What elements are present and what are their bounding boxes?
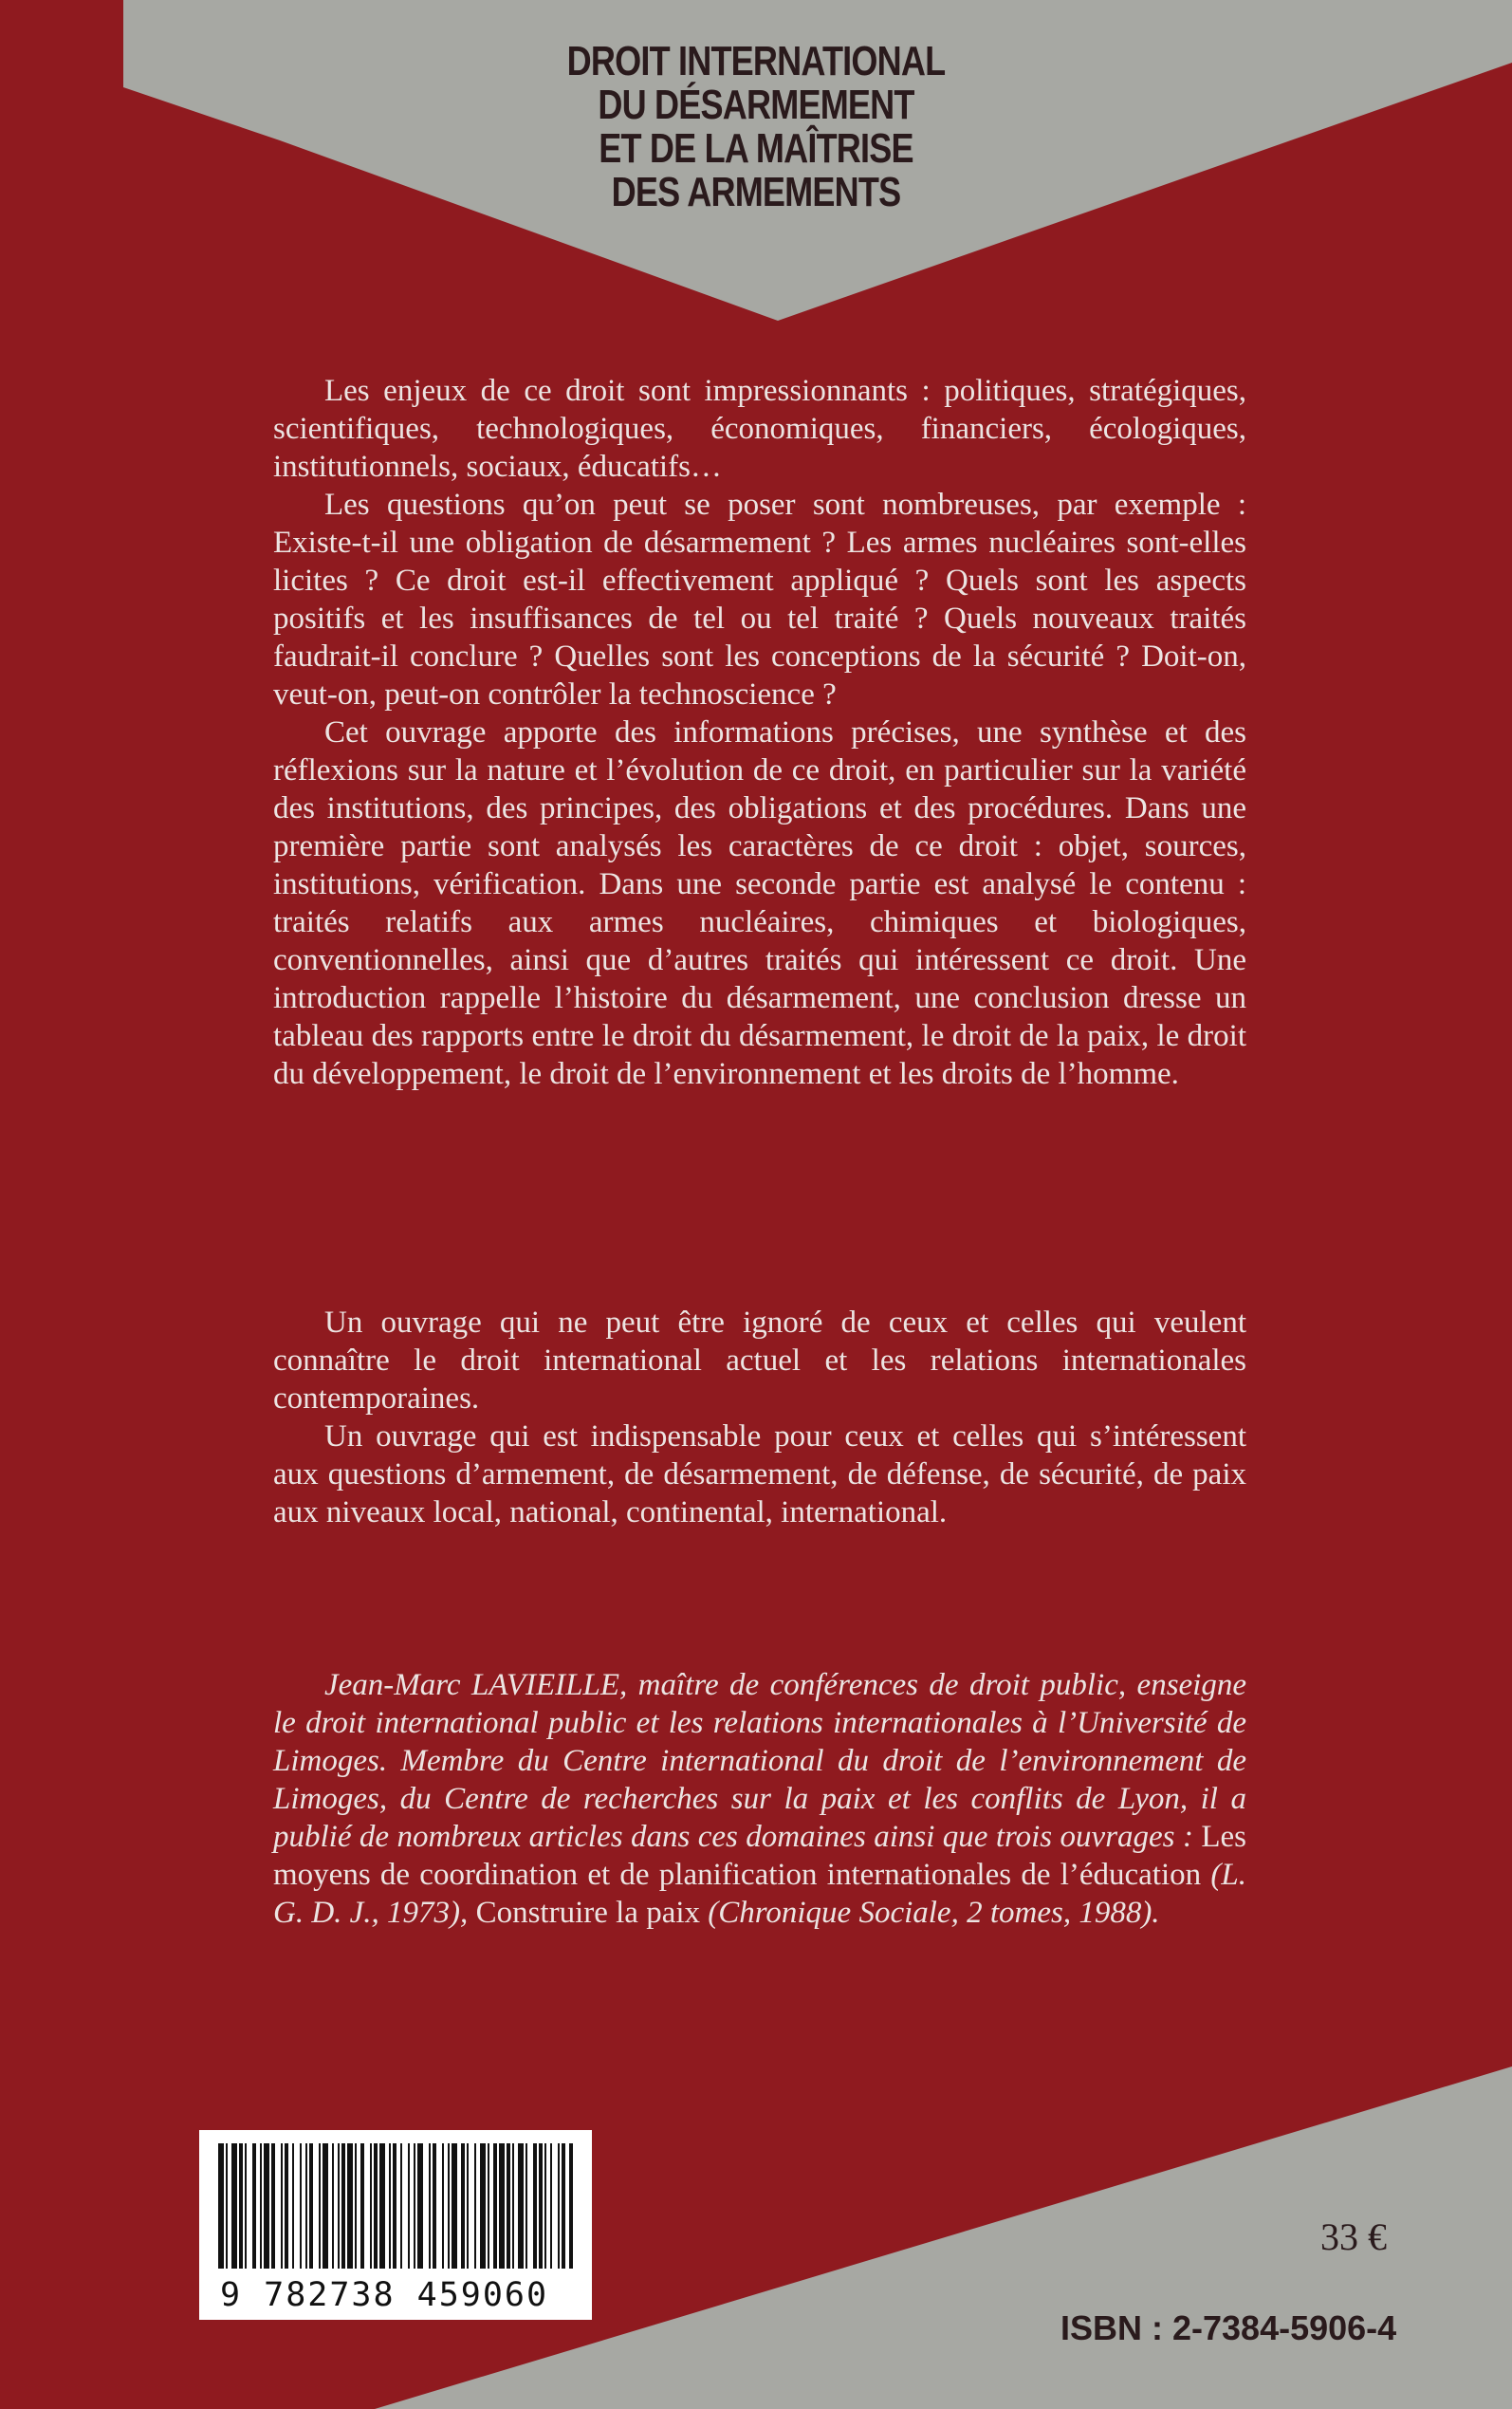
barcode-bar <box>417 2143 423 2269</box>
isbn: ISBN : 2-7384-5906-4 <box>1060 2308 1397 2347</box>
barcode-bar <box>341 2143 345 2269</box>
barcode-bar <box>332 2143 334 2269</box>
title-line: DES ARMEMENTS <box>611 169 901 215</box>
description-paragraph: Les questions qu’on peut se poser sont nombreuses, par exemple : Existe-t-il une obligation de désarmement ? Les armes nucléaires sont-elles licites ? Ce droit est-il effectivement appliqué ? Quels sont les aspects positifs et les insuffisances de tel ou tel traité ? Quels nouveaux traités faudrait-il conclure ? Quelles sont les conceptions de la sécurité ? Doit-on, veut-on, peut-on contrôler la technoscience ? <box>273 488 1246 712</box>
barcode-bar <box>400 2143 402 2269</box>
author-bio-paragraph <box>273 1666 1246 1932</box>
barcode-bar <box>264 2143 269 2269</box>
barcode-bar <box>292 2143 294 2269</box>
barcode-bar <box>379 2143 385 2269</box>
barcode-bar <box>467 2143 469 2269</box>
barcode-bar <box>408 2143 410 2269</box>
book-reference-2: (Chronique Sociale, 2 tomes, 1988). <box>700 1896 1160 1930</box>
barcode-bar <box>252 2143 256 2269</box>
barcode-bar <box>493 2143 497 2269</box>
audience-paragraph: Un ouvrage qui ne peut être ignoré de ceux et celles qui veulent connaître le droit international actuel et les relations internationales contemporaines. <box>273 1306 1246 1416</box>
barcode-bar <box>360 2143 364 2269</box>
barcode-bar <box>544 2143 546 2269</box>
barcode-bar <box>305 2143 307 2269</box>
barcode-bar <box>355 2143 357 2269</box>
book-title <box>552 40 960 214</box>
barcode-bar <box>260 2143 262 2269</box>
book-title-2: Construire la paix <box>475 1896 701 1930</box>
barcode-bar <box>488 2143 489 2269</box>
barcode-bar <box>533 2143 537 2269</box>
description-block <box>273 372 1246 1093</box>
barcode-bar <box>414 2143 415 2269</box>
barcode-bar <box>239 2143 243 2269</box>
barcode-bar <box>347 2143 353 2269</box>
barcode-bar <box>218 2143 224 2269</box>
title-line: DU DÉSARMEMENT <box>598 82 914 128</box>
barcode-bar <box>309 2143 313 2269</box>
barcode-bar <box>452 2143 457 2269</box>
barcode-number: 9 782738 459060 <box>220 2276 549 2314</box>
barcode-bar <box>370 2143 372 2269</box>
title-line: DROIT INTERNATIONAL <box>566 38 946 84</box>
barcode-bar <box>474 2143 476 2269</box>
barcode-bar <box>285 2143 288 2269</box>
barcode-bar <box>518 2143 524 2269</box>
barcode-bar <box>319 2143 321 2269</box>
audience-block <box>273 1304 1246 1531</box>
barcode-bar <box>245 2143 247 2269</box>
title-line: ET DE LA MAÎTRISE <box>599 125 913 172</box>
barcode-bar <box>338 2143 340 2269</box>
barcode-bar <box>226 2143 228 2269</box>
barcode-bar <box>231 2143 237 2269</box>
barcode-bar <box>512 2143 514 2269</box>
author-bio <box>273 1666 1246 1932</box>
book-reference-1: (L. G. D. J., 1973), <box>273 1858 1246 1930</box>
barcode-bar <box>550 2143 552 2269</box>
description-paragraph: Cet ouvrage apporte des informations précises, une synthèse et des réflexions sur la nature et l’évolution de ce droit, en particulier sur la variété des institutions, des principes, des obligations et des procédures. Dans une première partie sont analysés les caractères de ce droit : objet, sources, institutions, vérification. Dans une seconde partie est analysé le contenu : traités relatifs aux armes nucléaires, chimiques et biologiques, conventionnelles, ainsi que d’autres traités qui intéressent ce droit. Une introduction rappelle l’histoire du désarmement, une conclusion dresse un tableau des rapports entre le droit du désarmement, le droit de la paix, le droit du développement, le droit de l’environnement et les droits de l’homme. <box>273 715 1246 1091</box>
barcode-bar <box>507 2143 510 2269</box>
barcode-bar <box>374 2143 378 2269</box>
barcode-bar <box>271 2143 275 2269</box>
barcode-bar <box>389 2143 391 2269</box>
barcode-bar <box>558 2143 560 2269</box>
barcode-bars <box>216 2143 575 2269</box>
author-bio-intro: Jean-Marc LAVIEILLE, maître de conférences de droit public, enseigne le droit international public et les relations internationales à l’Université de Limoges. Membre du Centre international du droit de l’environnement de Limoges, du Centre de recherches sur la paix et les conflits de Lyon, il a publié de nombreux articles dans ces domaines ainsi que trois ouvrages : <box>273 1668 1246 1854</box>
description-paragraph: Les enjeux de ce droit sont impressionnants : politiques, stratégiques, scientifiques, technologiques, économiques, financiers, écologiques, institutionnels, sociaux, éducatifs… <box>273 374 1246 484</box>
barcode-bar <box>300 2143 302 2269</box>
barcode-bar <box>429 2143 431 2269</box>
barcode <box>199 2130 592 2320</box>
barcode-bar <box>448 2143 450 2269</box>
barcode-bar <box>461 2143 465 2269</box>
barcode-bar <box>539 2143 543 2269</box>
barcode-bar <box>442 2143 444 2269</box>
barcode-bar <box>480 2143 486 2269</box>
barcode-bar <box>393 2143 396 2269</box>
audience-paragraph: Un ouvrage qui est indispensable pour ceux et celles qui s’intéressent aux questions d’armement, de désarmement, de défense, de sécurité, de paix aux niveaux local, national, continental, international. <box>273 1419 1246 1529</box>
price: 33 € <box>1320 2215 1387 2258</box>
barcode-bar <box>281 2143 283 2269</box>
barcode-bar <box>569 2143 573 2269</box>
barcode-bar <box>499 2143 505 2269</box>
book-title-1: Les moyens de coordination et de planification internationales de l’éducation <box>273 1820 1246 1892</box>
barcode-bar <box>323 2143 328 2269</box>
barcode-bar <box>526 2143 527 2269</box>
barcode-bar <box>562 2143 565 2269</box>
barcode-bar <box>433 2143 436 2269</box>
